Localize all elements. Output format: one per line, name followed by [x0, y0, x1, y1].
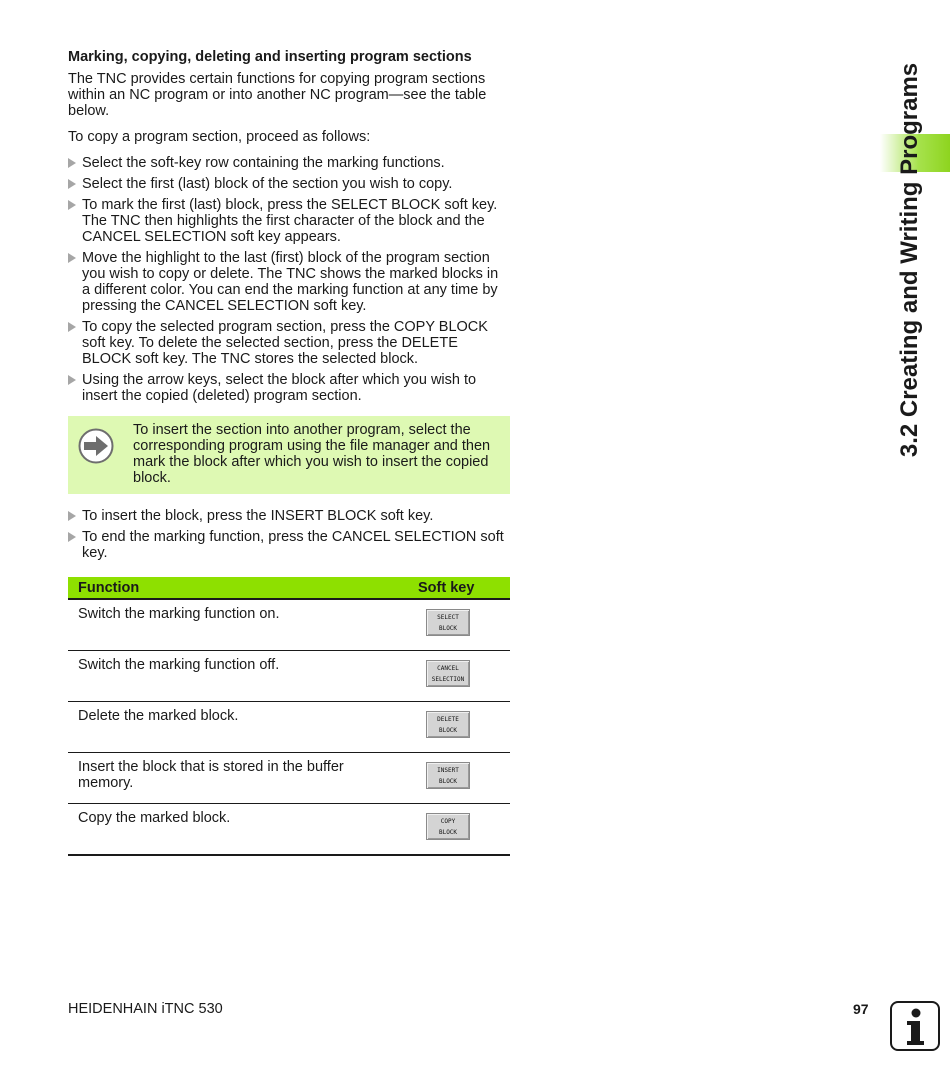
- bullet-arrow-icon: [68, 179, 76, 189]
- cancel-selection-softkey[interactable]: [426, 660, 470, 687]
- step-text: To copy the selected program section, press the COPY BLOCK soft key. To delete the selected section, press the DELETE BLOCK soft key. The TNC stores the selected block.: [82, 319, 488, 367]
- bullet-arrow-icon: [68, 375, 76, 385]
- softkey-line: COPY: [440, 818, 456, 825]
- table-row: [68, 753, 510, 804]
- softkey-line: BLOCK: [438, 828, 458, 836]
- step-item: [68, 250, 510, 314]
- table-header-row: [68, 577, 510, 599]
- step-item: [68, 176, 510, 192]
- function-table: [68, 577, 510, 856]
- table-row: [68, 599, 510, 651]
- step-item: [68, 155, 510, 171]
- footer-product: HEIDENHAIN iTNC 530: [68, 1001, 223, 1017]
- table-row: [68, 702, 510, 753]
- step-text: Using the arrow keys, select the block after which you wish to insert the copied (deleted) program section.: [82, 372, 477, 404]
- table-row: [68, 804, 510, 856]
- bullet-arrow-icon: [68, 532, 76, 542]
- copy-block-softkey[interactable]: [426, 813, 470, 840]
- softkey-line: INSERT: [437, 767, 459, 774]
- bullet-arrow-icon: [68, 253, 76, 263]
- steps-list-2: [68, 508, 510, 561]
- softkey-cell: [408, 753, 510, 804]
- bullet-arrow-icon: [68, 158, 76, 168]
- softkey-cell: [408, 651, 510, 702]
- header-function: Function: [68, 577, 408, 599]
- function-cell: Delete the marked block.: [68, 702, 408, 753]
- function-cell: Insert the block that is stored in the buffer memory.: [68, 753, 408, 804]
- step-item: [68, 197, 510, 245]
- step-text: To insert the block, press the INSERT BLOCK soft key.: [82, 508, 434, 524]
- softkey-line: BLOCK: [438, 624, 458, 632]
- steps-list: [68, 155, 510, 404]
- page-number: 97: [853, 1001, 869, 1017]
- arrow-right-icon: [78, 428, 114, 464]
- step-text: To end the marking function, press the CANCEL SELECTION soft key.: [82, 529, 504, 561]
- function-cell: Copy the marked block.: [68, 804, 408, 856]
- select-block-softkey[interactable]: [426, 609, 470, 636]
- header-softkey: Soft key: [408, 577, 510, 599]
- softkey-line: BLOCK: [438, 777, 458, 785]
- step-item: [68, 372, 510, 404]
- softkey-line: CANCEL: [437, 665, 459, 672]
- softkey-cell: [408, 599, 510, 651]
- step-text: Move the highlight to the last (first) block of the program section you wish to copy or delete. The TNC shows the marked blocks in a different color. You can end the marking function at any time by pressing the CANCEL SELECTION soft key.: [82, 250, 499, 314]
- softkey-line: DELETE: [437, 716, 459, 723]
- step-text: Select the first (last) block of the section you wish to copy.: [82, 176, 453, 192]
- step-item: [68, 529, 510, 561]
- insert-block-softkey[interactable]: [426, 762, 470, 789]
- softkey-cell: [408, 702, 510, 753]
- softkey-line: BLOCK: [438, 726, 458, 734]
- intro-paragraph: The TNC provides certain functions for copying program sections within an NC program or into another NC program—see the table below.: [68, 71, 487, 119]
- bullet-arrow-icon: [68, 511, 76, 521]
- note-box: [68, 416, 510, 494]
- table-row: [68, 651, 510, 702]
- step-item: [68, 319, 510, 367]
- main-content: [68, 48, 510, 856]
- section-title: Marking, copying, deleting and inserting program sections: [68, 49, 472, 65]
- bullet-arrow-icon: [68, 200, 76, 210]
- softkey-cell: [408, 804, 510, 856]
- chapter-title: 3.2 Creating and Writing Programs: [896, 62, 923, 458]
- info-icon: [890, 1001, 940, 1051]
- function-cell: Switch the marking function on.: [68, 599, 408, 651]
- step-item: [68, 508, 510, 524]
- bullet-arrow-icon: [68, 322, 76, 332]
- delete-block-softkey[interactable]: [426, 711, 470, 738]
- function-cell: Switch the marking function off.: [68, 651, 408, 702]
- softkey-line: SELECT: [437, 614, 459, 621]
- step-text: To mark the first (last) block, press the SELECT BLOCK soft key. The TNC then highlights the first character of the block and the CANCEL SELECTION soft key appears.: [82, 197, 498, 245]
- note-text: To insert the section into another program, select the corresponding program using the file manager and then mark the block after which you wish to insert the copied block.: [133, 422, 491, 486]
- softkey-line: SELECTION: [431, 675, 465, 683]
- proceed-paragraph: To copy a program section, proceed as follows:: [68, 129, 371, 145]
- step-text: Select the soft-key row containing the marking functions.: [82, 155, 445, 171]
